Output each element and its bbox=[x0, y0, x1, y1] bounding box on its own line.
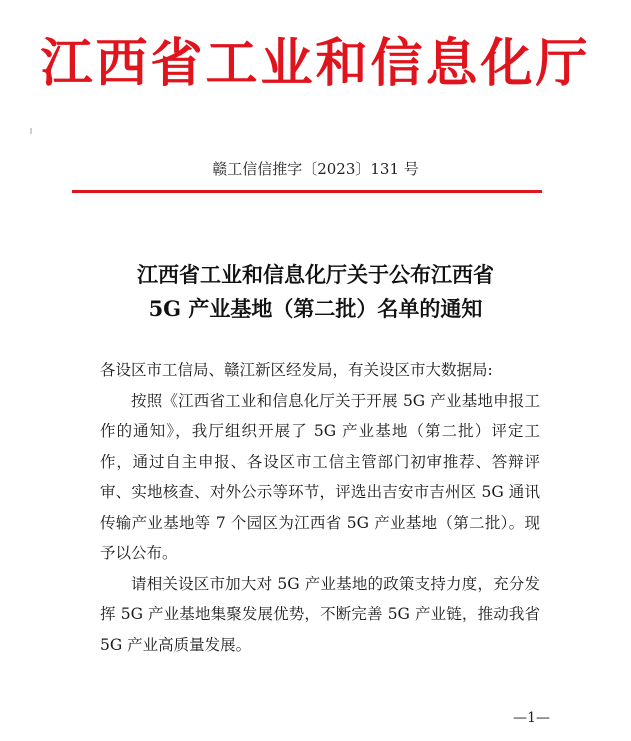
paragraph-2: 请相关设区市加大对 5G 产业基地的政策支持力度，充分发挥 5G 产业基地集聚发展优势，不断完善 5G 产业链，推动我省 5G 产业高质量发展。 bbox=[100, 574, 540, 654]
title-line-1: 江西省工业和信息化厅关于公布江西省 bbox=[137, 262, 494, 287]
document-title bbox=[0, 258, 631, 326]
paragraph-1: 按照《江西省工业和信息化厅关于开展 5G 产业基地申报工作的通知》，我厅组织开展了 5G 产业基地（第二批）评定工作，通过自主申报、各设区市工信主管部门初审推荐、答辩评审、实地核查、对外公示等环节，评选出吉安市吉州区 5G 通讯传输产业基地等 7 个园区为江西省 5G 产业基地（第二批）。现予以公布。 bbox=[100, 391, 540, 562]
masthead: 江西省工业和信息化厅 bbox=[40, 34, 591, 94]
title-line-2: 5G 产业基地（第二批）名单的通知 bbox=[148, 296, 483, 321]
document-number: 赣工信信推字〔2023〕131 号 bbox=[212, 160, 419, 178]
salutation: 各设区市工信局、赣江新区经发局，有关设区市大数据局: bbox=[100, 361, 493, 379]
scan-mark bbox=[30, 128, 32, 134]
document-body bbox=[100, 355, 540, 660]
red-divider bbox=[72, 190, 542, 193]
page-number: —1— bbox=[513, 710, 550, 726]
